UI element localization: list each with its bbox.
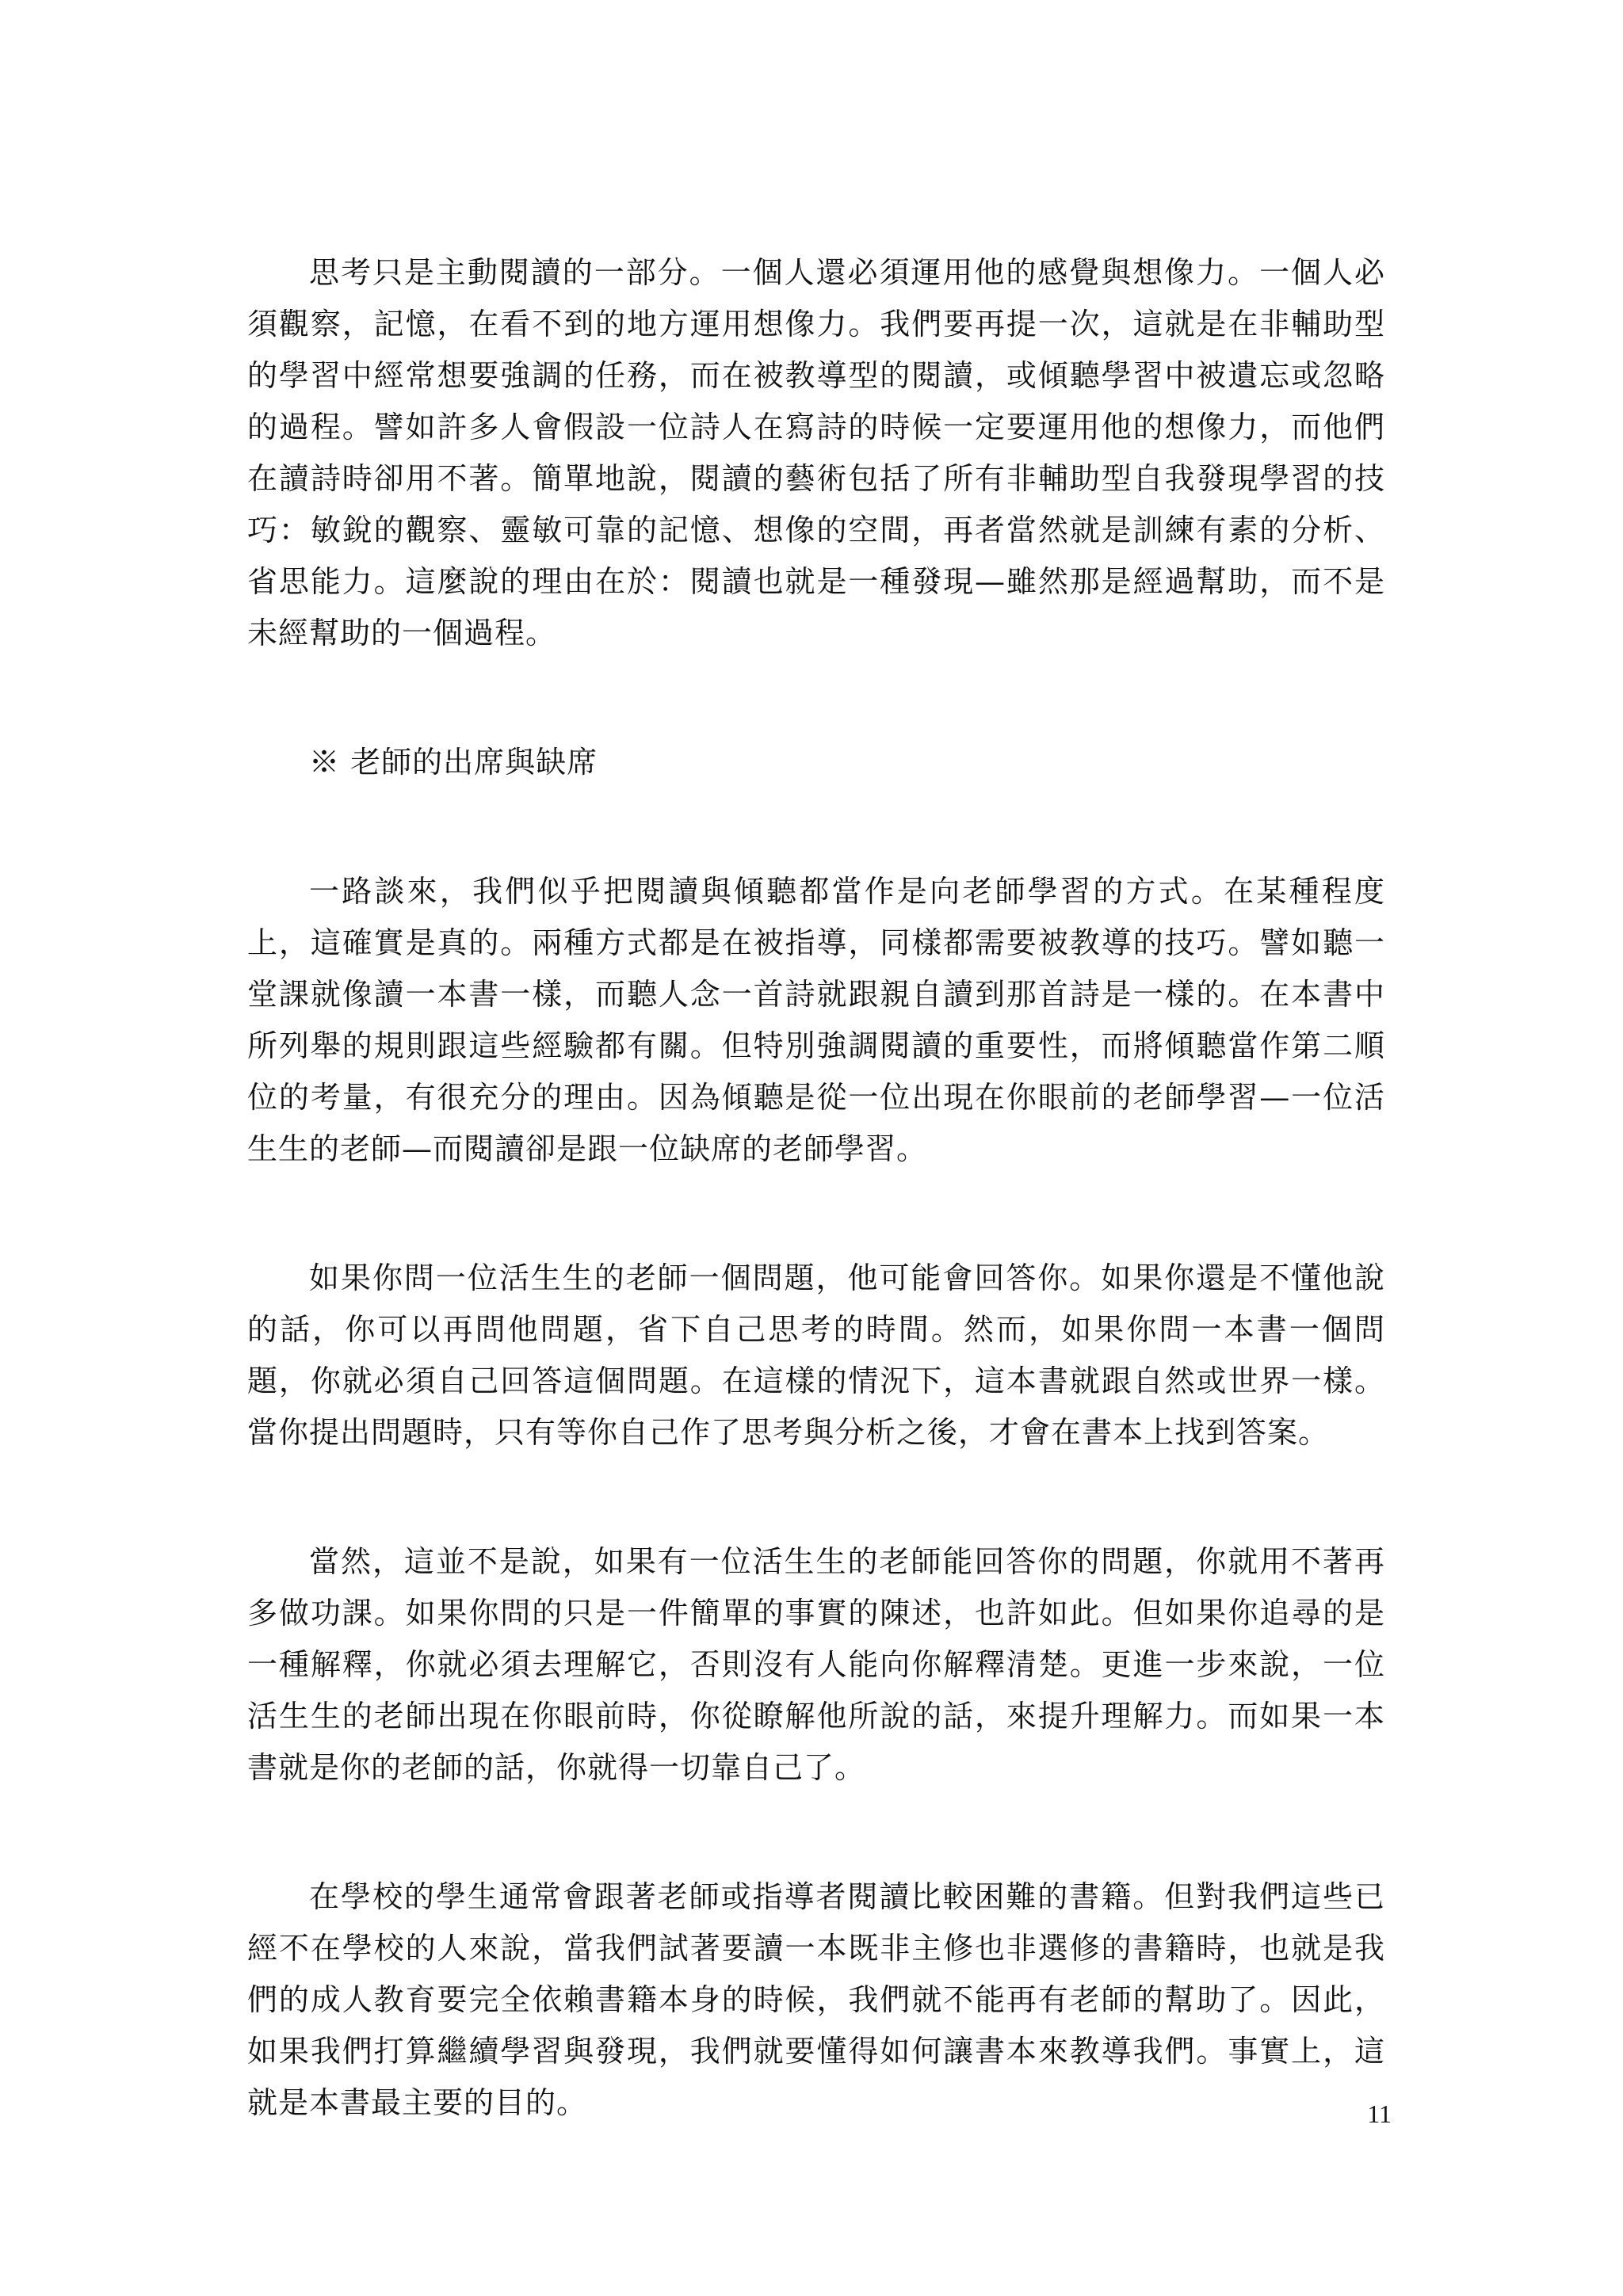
paragraph: 在學校的學生通常會跟著老師或指導者閱讀比較困難的書籍。但對我們這些已經不在學校的人來說，當我們試著要讀一本既非主修也非選修的書籍時，也就是我們的成人教育要完全依賴書籍本身的時候，我們就不能再有老師的幫助了。因此，如果我們打算繼續學習與發現，我們就要懂得如何讓書本來教導我們。事實上，這就是本書最主要的目的。	[247, 1879, 1385, 2120]
section-heading: ※ 老師的出席與缺席	[309, 745, 598, 780]
page-body	[247, 247, 1385, 2206]
page-number: 11	[1367, 2100, 1392, 2128]
paragraph: 當然，這並不是說，如果有一位活生生的老師能回答你的問題，你就用不著再多做功課。如果你問的只是一件簡單的事實的陳述，也許如此。但如果你追尋的是一種解釋，你就必須去理解它，否則沒有人能向你解釋清楚。更進一步來說，一位活生生的老師出現在你眼前時，你從瞭解他所說的話，來提升理解力。而如果一本書就是你的老師的話，你就得一切靠自己了。	[247, 1544, 1385, 1785]
paragraph: 如果你問一位活生生的老師一個問題，他可能會回答你。如果你還是不懂他說的話，你可以再問他問題，省下自己思考的時間。然而，如果你問一本書一個問題，你就必須自己回答這個問題。在這樣的情況下，這本書就跟自然或世界一樣。當你提出問題時，只有等你自己作了思考與分析之後，才會在書本上找到答案。	[247, 1261, 1385, 1450]
paragraph: 一路談來，我們似乎把閱讀與傾聽都當作是向老師學習的方式。在某種程度上，這確實是真的。兩種方式都是在被指導，同樣都需要被教導的技巧。譬如聽一堂課就像讀一本書一樣，而聽人念一首詩就跟親自讀到那首詩是一樣的。在本書中所列舉的規則跟這些經驗都有關。但特別強調閱讀的重要性，而將傾聽當作第二順位的考量，有很充分的理由。因為傾聽是從一位出現在你眼前的老師學習—一位活生生的老師—而閱讀卻是跟一位缺席的老師學習。	[247, 874, 1385, 1166]
paragraph: 思考只是主動閱讀的一部分。一個人還必須運用他的感覺與想像力。一個人必須觀察，記憶，在看不到的地方運用想像力。我們要再提一次，這就是在非輔助型的學習中經常想要強調的任務，而在被教導型的閱讀，或傾聽學習中被遺忘或忽略的過程。譬如許多人會假設一位詩人在寫詩的時候一定要運用他的想像力，而他們在讀詩時卻用不著。簡單地說，閱讀的藝術包括了所有非輔助型自我發現學習的技巧：敏銳的觀察、靈敏可靠的記憶、想像的空間，再者當然就是訓練有素的分析、省思能力。這麼說的理由在於：閱讀也就是一種發現—雖然那是經過幫助，而不是未經幫助的一個過程。	[247, 255, 1385, 650]
